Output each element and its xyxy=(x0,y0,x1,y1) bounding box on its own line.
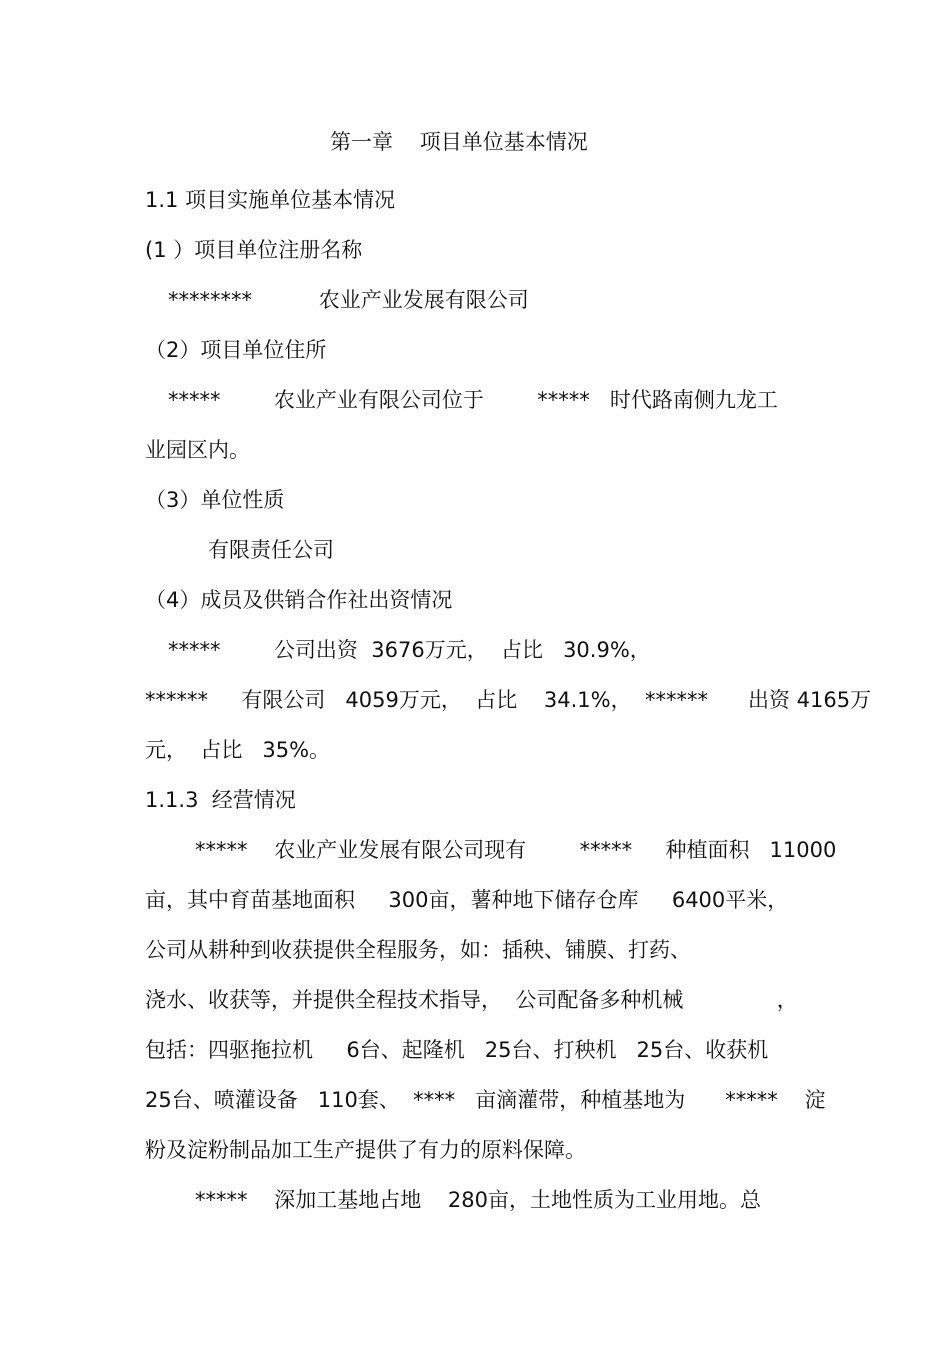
item3-body: 有限责任公司 xyxy=(208,538,334,562)
item4-body-line1: ***** 公司出资 3676万元， 占比 30.9%， xyxy=(168,638,651,662)
chapter-title: 第一章 项目单位基本情况 xyxy=(330,130,588,154)
item2-body-line1: ***** 农业产业有限公司位于 ***** 时代路南侧九龙工 xyxy=(168,388,778,412)
section-heading-1-1-3: 1.1.3 经营情况 xyxy=(145,788,296,812)
para1-line1: ***** 农业产业发展有限公司现有 ***** 种植面积 11000 xyxy=(195,838,837,862)
section-heading-1-1: 1.1 项目实施单位基本情况 xyxy=(145,188,396,212)
item1-heading: (1 ）项目单位注册名称 xyxy=(145,238,363,262)
item4-body-line2: ****** 有限公司 4059万元， 占比 34.1%， ****** 出资 4165万 xyxy=(145,688,872,712)
para2-line1: ***** 深加工基地占地 280亩，土地性质为工业用地。总 xyxy=(195,1188,761,1212)
para1-line3: 公司从耕种到收获提供全程服务，如：插秧、铺膜、打药、 xyxy=(145,938,691,962)
item4-heading: （4）成员及供销合作社出资情况 xyxy=(145,588,453,612)
item4-body-line3: 元， 占比 35%。 xyxy=(145,738,331,762)
item1-body: ******** 农业产业发展有限公司 xyxy=(168,288,529,312)
para1-line5: 包括：四驱拖拉机 6台、起隆机 25台、打秧机 25台、收获机 xyxy=(145,1038,769,1062)
item2-heading: （2）项目单位住所 xyxy=(145,338,327,362)
para1-line7: 粉及淀粉制品加工生产提供了有力的原料保障。 xyxy=(145,1138,586,1162)
item2-body-line2: 业园区内。 xyxy=(145,438,250,462)
para1-line2: 亩，其中育苗基地面积 300亩，薯种地下储存仓库 6400平米， xyxy=(145,888,789,912)
item3-heading: （3）单位性质 xyxy=(145,488,285,512)
para1-line6: 25台、喷灌设备 110套、 **** 亩滴灌带，种植基地为 ***** 淀 xyxy=(145,1088,826,1112)
para1-line4: 浇水、收获等，并提供全程技术指导， 公司配备多种机械 ， xyxy=(145,988,798,1012)
